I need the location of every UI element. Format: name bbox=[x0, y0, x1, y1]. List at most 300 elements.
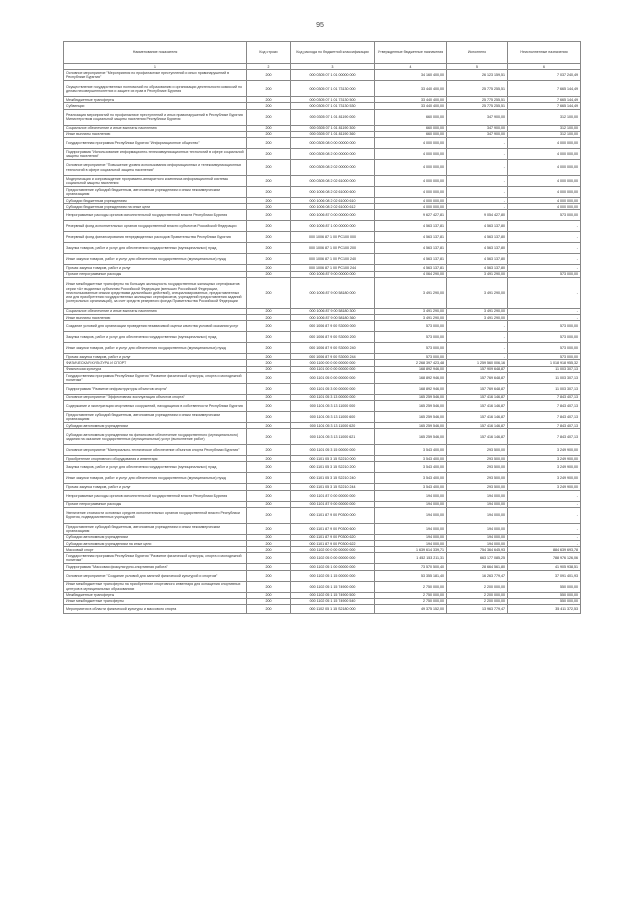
unexecuted-amount-cell: 3 249 900,00 bbox=[508, 456, 581, 462]
unexecuted-amount-cell: - bbox=[508, 523, 581, 534]
indicator-name-cell: Закупка товаров, работ и услуг для обеспечения государственных (муниципальных) нужд bbox=[64, 243, 247, 254]
unexecuted-amount-cell: 7 843 407,13 bbox=[508, 412, 581, 423]
line-code-cell: 200 bbox=[247, 592, 291, 598]
table-row bbox=[64, 429, 581, 445]
executed-amount-cell: 754 364 645,93 bbox=[447, 547, 508, 553]
budget-code-cell: 000 1102 00 0 00 00000 000 bbox=[291, 547, 375, 553]
unexecuted-amount-cell: 1 018 918 955,32 bbox=[508, 360, 581, 366]
line-code-cell: 200 bbox=[247, 429, 291, 445]
indicator-name-cell: Закупка товаров, работ и услуг для обеспечения государственных (муниципальных) нужд bbox=[64, 332, 247, 343]
approved-amount-cell: 3 543 400,00 bbox=[375, 484, 447, 490]
unexecuted-amount-cell: 7 665 144,49 bbox=[508, 81, 581, 97]
budget-code-cell: 000 0305 07 1 01 73130 000 bbox=[291, 81, 375, 97]
unexecuted-amount-cell: 312 100,00 bbox=[508, 109, 581, 125]
approved-amount-cell: 4 000 000,00 bbox=[375, 160, 447, 176]
line-code-cell: 200 bbox=[247, 265, 291, 271]
indicator-name-cell: Прочая закупка товаров, работ и услуг bbox=[64, 354, 247, 360]
executed-amount-cell: 157 769 648,87 bbox=[447, 383, 508, 394]
table-row bbox=[64, 254, 581, 265]
line-code-cell: 200 bbox=[247, 221, 291, 232]
approved-amount-cell: 49 375 152,00 bbox=[375, 605, 447, 614]
approved-amount-cell: 4 563 137,81 bbox=[375, 243, 447, 254]
unexecuted-amount-cell: 573 000,00 bbox=[508, 343, 581, 354]
indicator-name-cell: Резервный фонд исполнительных органов государственной власти субъектов Российской Федерации bbox=[64, 221, 247, 232]
line-code-cell: 200 bbox=[247, 254, 291, 265]
table-row bbox=[64, 473, 581, 484]
approved-amount-cell: 1 452 153 211,31 bbox=[375, 553, 447, 564]
unexecuted-amount-cell: - bbox=[508, 243, 581, 254]
table-row bbox=[64, 70, 581, 81]
indicator-name-cell: Непрограммные расходы органов исполнительной государственной власти Республики Бурятия bbox=[64, 490, 247, 501]
line-code-cell: 200 bbox=[247, 138, 291, 149]
table-row bbox=[64, 462, 581, 473]
budget-code-cell: 000 1006 08 2 02 61000 610 bbox=[291, 198, 375, 204]
budget-code-cell: 000 1101 87 0 00 00000 000 bbox=[291, 490, 375, 501]
indicator-name-cell: Субсидии бюджетным учреждениям на иные цели bbox=[64, 204, 247, 210]
approved-amount-cell: 73 570 500,40 bbox=[375, 564, 447, 570]
indicator-name-cell: Основное мероприятие "Мероприятия по профилактике преступлений и иных правонарушений в Республике Бурятия" bbox=[64, 70, 247, 81]
indicator-name-cell: Субсидии автономным учреждениям на иные цели bbox=[64, 541, 247, 547]
line-code-cell: 200 bbox=[247, 125, 291, 131]
unexecuted-amount-cell: 7 665 144,49 bbox=[508, 103, 581, 109]
budget-code-cell: 000 1006 87 0 00 00000 000 bbox=[291, 210, 375, 221]
line-code-cell: 200 bbox=[247, 553, 291, 564]
line-code-cell: 200 bbox=[247, 308, 291, 314]
executed-amount-cell: - bbox=[447, 343, 508, 354]
indicator-name-cell: Субвенции bbox=[64, 103, 247, 109]
executed-amount-cell: 25 775 255,51 bbox=[447, 103, 508, 109]
approved-amount-cell: 33 440 400,00 bbox=[375, 103, 447, 109]
approved-amount-cell: 3 543 400,00 bbox=[375, 462, 447, 473]
approved-amount-cell: 165 259 546,00 bbox=[375, 429, 447, 445]
executed-amount-cell: - bbox=[447, 354, 508, 360]
executed-amount-cell: 157 416 146,87 bbox=[447, 429, 508, 445]
unexecuted-amount-cell: 3 249 900,00 bbox=[508, 484, 581, 490]
approved-amount-cell: 9 627 427,81 bbox=[375, 210, 447, 221]
line-code-cell: 200 bbox=[247, 354, 291, 360]
budget-code-cell: 000 1101 87 9 00 00000 000 bbox=[291, 501, 375, 507]
budget-code-cell: 000 1101 87 9 00 P0300 600 bbox=[291, 523, 375, 534]
line-code-cell: 200 bbox=[247, 412, 291, 423]
approved-amount-cell: 4 000 000,00 bbox=[375, 176, 447, 187]
executed-amount-cell: 4 563 137,80 bbox=[447, 243, 508, 254]
unexecuted-amount-cell: - bbox=[508, 501, 581, 507]
line-code-cell: 200 bbox=[247, 321, 291, 332]
unexecuted-amount-cell: 11 003 307,13 bbox=[508, 372, 581, 383]
unexecuted-amount-cell: 312 100,00 bbox=[508, 131, 581, 137]
unexecuted-amount-cell: 550 000,00 bbox=[508, 581, 581, 592]
executed-amount-cell: 194 000,00 bbox=[447, 501, 508, 507]
unexecuted-amount-cell: - bbox=[508, 308, 581, 314]
table-row bbox=[64, 277, 581, 308]
indicator-name-cell: Прочая закупка товаров, работ и услуг bbox=[64, 265, 247, 271]
budget-code-cell: 000 0305 08 2 00 00000 000 bbox=[291, 149, 375, 160]
indicator-name-cell: Основное мероприятие "Материально-техническое обеспечение объектов спорта Республики Бурятия" bbox=[64, 445, 247, 456]
budget-code-cell: 000 1101 87 9 00 P0300 000 bbox=[291, 507, 375, 523]
indicator-name-cell: Государственная программа Республики Бурятия "Информационное общество" bbox=[64, 138, 247, 149]
budget-code-cell: 000 1102 05 1 15 00000 000 bbox=[291, 570, 375, 581]
header-approved-appropriations: Утвержденные бюджетные назначения bbox=[375, 42, 447, 64]
line-code-cell: 200 bbox=[247, 97, 291, 103]
table-row bbox=[64, 372, 581, 383]
approved-amount-cell: 3 491 290,00 bbox=[375, 308, 447, 314]
line-code-cell: 200 bbox=[247, 401, 291, 412]
line-code-cell: 200 bbox=[247, 149, 291, 160]
budget-code-cell: 000 1102 05 1 15 74900 000 bbox=[291, 581, 375, 592]
indicator-name-cell: Социальное обеспечение и иные выплаты населению bbox=[64, 308, 247, 314]
unexecuted-amount-cell: 4 000 000,00 bbox=[508, 160, 581, 176]
budget-code-cell: 000 1101 05 3 13 11000 000 bbox=[291, 401, 375, 412]
executed-amount-cell: 26 123 159,51 bbox=[447, 70, 508, 81]
approved-amount-cell: 3 543 400,00 bbox=[375, 456, 447, 462]
executed-amount-cell: 3 491 290,00 bbox=[447, 308, 508, 314]
unexecuted-amount-cell: 11 003 307,13 bbox=[508, 366, 581, 372]
line-code-cell: 200 bbox=[247, 332, 291, 343]
budget-code-cell: 000 0305 07 1 01 81190 000 bbox=[291, 109, 375, 125]
unexecuted-amount-cell: - bbox=[508, 221, 581, 232]
line-code-cell: 200 bbox=[247, 366, 291, 372]
budget-code-cell: 000 1006 87 9 00 S3000 000 bbox=[291, 321, 375, 332]
executed-amount-cell: 4 563 137,80 bbox=[447, 221, 508, 232]
approved-amount-cell: 1 639 614 339,71 bbox=[375, 547, 447, 553]
executed-amount-cell: 3 491 290,00 bbox=[447, 277, 508, 308]
indicator-name-cell: Реализация мероприятий по профилактике преступлений и иных правонарушений в Республике Бурятия Министерством социальной защиты населения Республики Бурятия bbox=[64, 109, 247, 125]
indicator-name-cell: Иные межбюджетные трансферты на большую жилищность государственных жилищных сертификатов серии «А» выданных субъектам Российской Федерации (меньших Российской Федерации, неиспользованные иными средствами дальнейших действий), специализированных, предоставленных или для приобретения государственных жилищных сертификатов, учреждений предоставления заданий (контрольных организаций), за счет средств резервного фонда Правительства Российской Федерации bbox=[64, 277, 247, 308]
executed-amount-cell: 293 500,00 bbox=[447, 473, 508, 484]
column-index: 2 bbox=[247, 64, 291, 70]
indicator-name-cell: Мероприятия в области физической культуры и массового спорта bbox=[64, 605, 247, 614]
line-code-cell: 200 bbox=[247, 507, 291, 523]
budget-code-cell: 000 1006 87 9 00 S3000 244 bbox=[291, 354, 375, 360]
approved-amount-cell: 573 000,00 bbox=[375, 354, 447, 360]
indicator-name-cell: Иные закупки товаров, работ и услуг для обеспечения государственных (муниципальных) нужд bbox=[64, 343, 247, 354]
table-row bbox=[64, 445, 581, 456]
budget-code-cell: 000 0305 07 1 01 81190 360 bbox=[291, 131, 375, 137]
budget-code-cell: 000 0305 07 1 01 00000 000 bbox=[291, 70, 375, 81]
indicator-name-cell: Государственная программа Республики Бурятия "Развитие физической культуры, спорта и молодежной политики" bbox=[64, 372, 247, 383]
indicator-name-cell: Межбюджетные трансферты bbox=[64, 97, 247, 103]
unexecuted-amount-cell: 7 843 407,13 bbox=[508, 394, 581, 400]
column-index: 6 bbox=[508, 64, 581, 70]
line-code-cell: 200 bbox=[247, 490, 291, 501]
budget-code-cell: 000 1102 05 1 00 00000 000 bbox=[291, 564, 375, 570]
indicator-name-cell: Субсидии бюджетным учреждениям bbox=[64, 198, 247, 204]
indicator-name-cell: Иные межбюджетные трансферты bbox=[64, 598, 247, 604]
line-code-cell: 200 bbox=[247, 523, 291, 534]
executed-amount-cell: 28 664 561,80 bbox=[447, 564, 508, 570]
indicator-name-cell: Иные закупки товаров, работ и услуг для обеспечения государственных (муниципальных) нужд bbox=[64, 254, 247, 265]
indicator-name-cell: Прочие непрограммные расходы bbox=[64, 271, 247, 277]
budget-code-cell: 000 1101 05 3 13 11000 600 bbox=[291, 412, 375, 423]
executed-amount-cell: - bbox=[447, 138, 508, 149]
indicator-name-cell: Субсидии автономным учреждениям на финансовое обеспечение государственного (муниципального) задания на оказание государственных (муниципальных) услуг (выполнение работ) bbox=[64, 429, 247, 445]
unexecuted-amount-cell: 573 000,00 bbox=[508, 354, 581, 360]
budget-code-cell: 000 1102 05 1 15 74900 540 bbox=[291, 598, 375, 604]
line-code-cell: 200 bbox=[247, 210, 291, 221]
line-code-cell: 200 bbox=[247, 473, 291, 484]
executed-amount-cell: 4 563 137,80 bbox=[447, 232, 508, 243]
unexecuted-amount-cell: 4 000 000,00 bbox=[508, 149, 581, 160]
unexecuted-amount-cell: 573 000,00 bbox=[508, 321, 581, 332]
budget-code-cell: 000 1101 05 3 15 S2210 244 bbox=[291, 484, 375, 490]
column-index: 4 bbox=[375, 64, 447, 70]
unexecuted-amount-cell: 4 000 000,00 bbox=[508, 138, 581, 149]
executed-amount-cell: 194 000,00 bbox=[447, 490, 508, 501]
approved-amount-cell: 4 000 000,00 bbox=[375, 204, 447, 210]
executed-amount-cell: 4 563 137,80 bbox=[447, 254, 508, 265]
table-row bbox=[64, 160, 581, 176]
indicator-name-cell: Основное мероприятие "Повышение уровня использования информационных и телекоммуникационных технологий в сфере социальной защиты населения" bbox=[64, 160, 247, 176]
approved-amount-cell: 194 000,00 bbox=[375, 541, 447, 547]
line-code-cell: 200 bbox=[247, 343, 291, 354]
budget-execution-table bbox=[63, 41, 581, 614]
unexecuted-amount-cell: 3 249 900,00 bbox=[508, 462, 581, 473]
approved-amount-cell: 4 563 137,81 bbox=[375, 221, 447, 232]
unexecuted-amount-cell: - bbox=[508, 541, 581, 547]
approved-amount-cell: 165 259 546,00 bbox=[375, 401, 447, 412]
line-code-cell: 200 bbox=[247, 383, 291, 394]
approved-amount-cell: 2 268 397 423,48 bbox=[375, 360, 447, 366]
table-row bbox=[64, 109, 581, 125]
header-executed: Исполнено bbox=[447, 42, 508, 64]
header-unexecuted-appropriations: Неисполненные назначения bbox=[508, 42, 581, 64]
unexecuted-amount-cell: 573 000,00 bbox=[508, 271, 581, 277]
unexecuted-amount-cell: - bbox=[508, 265, 581, 271]
approved-amount-cell: 4 064 290,00 bbox=[375, 271, 447, 277]
budget-code-cell: 000 1006 87 1 00 PC100 240 bbox=[291, 254, 375, 265]
line-code-cell: 200 bbox=[247, 277, 291, 308]
executed-amount-cell: 347 900,00 bbox=[447, 131, 508, 137]
executed-amount-cell: 4 563 137,80 bbox=[447, 265, 508, 271]
line-code-cell: 200 bbox=[247, 445, 291, 456]
line-code-cell: 200 bbox=[247, 176, 291, 187]
table-row bbox=[64, 138, 581, 149]
executed-amount-cell: 347 900,00 bbox=[447, 125, 508, 131]
unexecuted-amount-cell: 3 249 900,00 bbox=[508, 473, 581, 484]
approved-amount-cell: 165 259 546,00 bbox=[375, 394, 447, 400]
table-row bbox=[64, 187, 581, 198]
indicator-name-cell: Подпрограмма "Массовая физкультурно-спортивная работа" bbox=[64, 564, 247, 570]
line-code-cell: 200 bbox=[247, 534, 291, 540]
budget-code-cell: 000 0305 08 2 02 61000 000 bbox=[291, 176, 375, 187]
unexecuted-amount-cell: 37 091 401,93 bbox=[508, 570, 581, 581]
table-row bbox=[64, 605, 581, 614]
executed-amount-cell: - bbox=[447, 332, 508, 343]
indicator-name-cell: Массовый спорт bbox=[64, 547, 247, 553]
executed-amount-cell: 157 416 146,87 bbox=[447, 423, 508, 429]
unexecuted-amount-cell: - bbox=[508, 315, 581, 321]
executed-amount-cell: 157 416 146,87 bbox=[447, 394, 508, 400]
table-row bbox=[64, 232, 581, 243]
executed-amount-cell: 13 963 779,47 bbox=[447, 605, 508, 614]
indicator-name-cell: Создание условий для организации проведения независимой оценки качества условий оказания услуг bbox=[64, 321, 247, 332]
indicator-name-cell: Прочая закупка товаров, работ и услуг bbox=[64, 484, 247, 490]
header-line-code: Код строки bbox=[247, 42, 291, 64]
line-code-cell: 200 bbox=[247, 204, 291, 210]
executed-amount-cell: 347 900,00 bbox=[447, 109, 508, 125]
budget-code-cell: 000 1006 87 9 00 58180 000 bbox=[291, 277, 375, 308]
header-budget-classification-code: Код расхода по бюджетной классификации bbox=[291, 42, 375, 64]
approved-amount-cell: 194 000,00 bbox=[375, 523, 447, 534]
indicator-name-cell: Иные выплаты населению bbox=[64, 131, 247, 137]
indicator-name-cell: ФИЗИЧЕСКАЯ КУЛЬТУРА И СПОРТ bbox=[64, 360, 247, 366]
table-row bbox=[64, 343, 581, 354]
executed-amount-cell: 3 491 290,00 bbox=[447, 271, 508, 277]
approved-amount-cell: 53 355 181,40 bbox=[375, 570, 447, 581]
line-code-cell: 200 bbox=[247, 570, 291, 581]
indicator-name-cell: Основное мероприятие "Создание условий для занятий физической культурой и спортом" bbox=[64, 570, 247, 581]
unexecuted-amount-cell: - bbox=[508, 490, 581, 501]
indicator-name-cell: Предоставление субсидий бюджетным, автономным учреждениям и иным некоммерческим организациям bbox=[64, 523, 247, 534]
budget-code-cell: 000 1006 87 9 00 58180 360 bbox=[291, 315, 375, 321]
executed-amount-cell: 194 000,00 bbox=[447, 541, 508, 547]
indicator-name-cell: Основное мероприятие "Эффективная эксплуатация объектов спорта" bbox=[64, 394, 247, 400]
executed-amount-cell: 293 500,00 bbox=[447, 456, 508, 462]
executed-amount-cell: - bbox=[447, 198, 508, 204]
line-code-cell: 200 bbox=[247, 198, 291, 204]
approved-amount-cell: 34 160 400,00 bbox=[375, 70, 447, 81]
approved-amount-cell: 660 000,00 bbox=[375, 131, 447, 137]
approved-amount-cell: 573 000,00 bbox=[375, 332, 447, 343]
table-row bbox=[64, 412, 581, 423]
line-code-cell: 200 bbox=[247, 103, 291, 109]
budget-code-cell: 000 0305 07 1 01 81190 300 bbox=[291, 125, 375, 131]
unexecuted-amount-cell: - bbox=[508, 277, 581, 308]
indicator-name-cell: Приобретение спортивного оборудования и инвентаря bbox=[64, 456, 247, 462]
column-index: 1 bbox=[64, 64, 247, 70]
unexecuted-amount-cell: 312 100,00 bbox=[508, 125, 581, 131]
table-row bbox=[64, 149, 581, 160]
table-row bbox=[64, 581, 581, 592]
unexecuted-amount-cell: 573 000,00 bbox=[508, 332, 581, 343]
indicator-name-cell: Содержание и эксплуатация спортивных сооружений, находящихся в собственности Республики Бурятия bbox=[64, 401, 247, 412]
indicator-name-cell: Межбюджетные трансферты bbox=[64, 592, 247, 598]
unexecuted-amount-cell: 7 843 407,13 bbox=[508, 429, 581, 445]
budget-code-cell: 000 1101 05 3 13 00000 000 bbox=[291, 394, 375, 400]
executed-amount-cell: 293 500,00 bbox=[447, 484, 508, 490]
approved-amount-cell: 33 440 400,00 bbox=[375, 81, 447, 97]
budget-code-cell: 000 1100 00 0 00 00000 000 bbox=[291, 360, 375, 366]
approved-amount-cell: 3 491 290,00 bbox=[375, 315, 447, 321]
executed-amount-cell: 157 416 146,87 bbox=[447, 401, 508, 412]
line-code-cell: 200 bbox=[247, 271, 291, 277]
unexecuted-amount-cell: 35 411 372,53 bbox=[508, 605, 581, 614]
budget-code-cell: 000 1006 87 9 00 58180 300 bbox=[291, 308, 375, 314]
indicator-name-cell: Закупка товаров, работ и услуг для обеспечения государственных (муниципальных) нужд bbox=[64, 462, 247, 473]
executed-amount-cell: 157 416 146,87 bbox=[447, 412, 508, 423]
budget-code-cell: 000 1101 05 3 13 11000 620 bbox=[291, 423, 375, 429]
unexecuted-amount-cell: 41 905 938,51 bbox=[508, 564, 581, 570]
budget-code-cell: 000 0305 08 2 02 00000 000 bbox=[291, 160, 375, 176]
budget-code-cell: 000 1102 05 0 00 00000 000 bbox=[291, 553, 375, 564]
approved-amount-cell: 4 563 137,81 bbox=[375, 265, 447, 271]
line-code-cell: 200 bbox=[247, 501, 291, 507]
indicator-name-cell: Государственная программа Республики Бурятия "Развитие физической культуры, спорта и молодежной политики" bbox=[64, 553, 247, 564]
budget-code-cell: 000 1101 05 3 15 S2210 000 bbox=[291, 456, 375, 462]
table-body bbox=[64, 70, 581, 614]
executed-amount-cell: 157 909 648,87 bbox=[447, 366, 508, 372]
indicator-name-cell: Увеличение стоимости основных средств исполнительных органов государственной власти Республики Бурятия, подведомственных учреждений bbox=[64, 507, 247, 523]
unexecuted-amount-cell: 4 000 000,00 bbox=[508, 204, 581, 210]
unexecuted-amount-cell: 550 000,00 bbox=[508, 598, 581, 604]
line-code-cell: 200 bbox=[247, 484, 291, 490]
unexecuted-amount-cell: 7 665 144,49 bbox=[508, 97, 581, 103]
line-code-cell: 200 bbox=[247, 360, 291, 366]
line-code-cell: 200 bbox=[247, 547, 291, 553]
approved-amount-cell: 660 000,00 bbox=[375, 125, 447, 131]
budget-code-cell: 000 1102 05 1 15 74900 500 bbox=[291, 592, 375, 598]
budget-code-cell: 000 0305 08 0 00 00000 000 bbox=[291, 138, 375, 149]
approved-amount-cell: 194 000,00 bbox=[375, 507, 447, 523]
approved-amount-cell: 3 543 400,00 bbox=[375, 473, 447, 484]
unexecuted-amount-cell: 4 000 000,00 bbox=[508, 187, 581, 198]
indicator-name-cell: Физическая культура bbox=[64, 366, 247, 372]
budget-code-cell: 000 1006 87 1 00 PC100 000 bbox=[291, 232, 375, 243]
indicator-name-cell: Непрограммные расходы органов исполнительной государственной власти Республики Бурятия bbox=[64, 210, 247, 221]
executed-amount-cell: 2 200 000,00 bbox=[447, 581, 508, 592]
approved-amount-cell: 168 892 946,00 bbox=[375, 372, 447, 383]
approved-amount-cell: 168 892 946,00 bbox=[375, 366, 447, 372]
approved-amount-cell: 573 000,00 bbox=[375, 321, 447, 332]
approved-amount-cell: 4 563 137,81 bbox=[375, 254, 447, 265]
executed-amount-cell: 3 491 290,00 bbox=[447, 315, 508, 321]
unexecuted-amount-cell: 7 843 407,13 bbox=[508, 423, 581, 429]
unexecuted-amount-cell: 4 000 000,00 bbox=[508, 198, 581, 204]
indicator-name-cell: Модернизация и сопровождение программно-аппаратного комплекса информационной системы социальной защиты населения bbox=[64, 176, 247, 187]
executed-amount-cell: 25 775 255,51 bbox=[447, 81, 508, 97]
budget-code-cell: 000 1101 05 3 15 00000 000 bbox=[291, 445, 375, 456]
table-row bbox=[64, 321, 581, 332]
line-code-cell: 200 bbox=[247, 598, 291, 604]
budget-code-cell: 000 0305 07 1 01 73130 500 bbox=[291, 97, 375, 103]
line-code-cell: 200 bbox=[247, 394, 291, 400]
budget-code-cell: 000 1101 00 0 00 00000 000 bbox=[291, 366, 375, 372]
indicator-name-cell: Социальное обеспечение и иные выплаты населению bbox=[64, 125, 247, 131]
column-index: 3 bbox=[291, 64, 375, 70]
approved-amount-cell: 165 259 546,00 bbox=[375, 412, 447, 423]
unexecuted-amount-cell: 884 639 693,78 bbox=[508, 547, 581, 553]
line-code-cell: 200 bbox=[247, 160, 291, 176]
table-row bbox=[64, 490, 581, 501]
line-code-cell: 200 bbox=[247, 456, 291, 462]
unexecuted-amount-cell: - bbox=[508, 232, 581, 243]
unexecuted-amount-cell: - bbox=[508, 534, 581, 540]
line-code-cell: 200 bbox=[247, 131, 291, 137]
indicator-name-cell: Осуществление государственных полномочий по образованию и организации деятельности комиссий по делам несовершеннолетних и защите их прав в Республике Бурятия bbox=[64, 81, 247, 97]
budget-code-cell: 000 1006 87 1 00 00000 000 bbox=[291, 221, 375, 232]
table-row bbox=[64, 221, 581, 232]
line-code-cell: 200 bbox=[247, 232, 291, 243]
indicator-name-cell: Иные межбюджетные трансферты на приобретение спортивного инвентаря для оснащения спортивных центров в муниципальных образованиях bbox=[64, 581, 247, 592]
executed-amount-cell: 2 200 000,00 bbox=[447, 592, 508, 598]
table-row bbox=[64, 176, 581, 187]
unexecuted-amount-cell: - bbox=[508, 254, 581, 265]
budget-code-cell: 000 1101 05 3 15 S2210 240 bbox=[291, 473, 375, 484]
executed-amount-cell: 194 000,00 bbox=[447, 507, 508, 523]
table-row bbox=[64, 81, 581, 97]
table-row bbox=[64, 553, 581, 564]
approved-amount-cell: 194 000,00 bbox=[375, 490, 447, 501]
executed-amount-cell: 25 775 255,51 bbox=[447, 97, 508, 103]
unexecuted-amount-cell: 4 000 000,00 bbox=[508, 176, 581, 187]
executed-amount-cell: - bbox=[447, 204, 508, 210]
approved-amount-cell: 660 000,00 bbox=[375, 109, 447, 125]
executed-amount-cell: 663 177 085,25 bbox=[447, 553, 508, 564]
table-row bbox=[64, 523, 581, 534]
executed-amount-cell: 2 200 000,00 bbox=[447, 598, 508, 604]
table-row bbox=[64, 401, 581, 412]
budget-code-cell: 000 1006 87 1 00 PC100 200 bbox=[291, 243, 375, 254]
